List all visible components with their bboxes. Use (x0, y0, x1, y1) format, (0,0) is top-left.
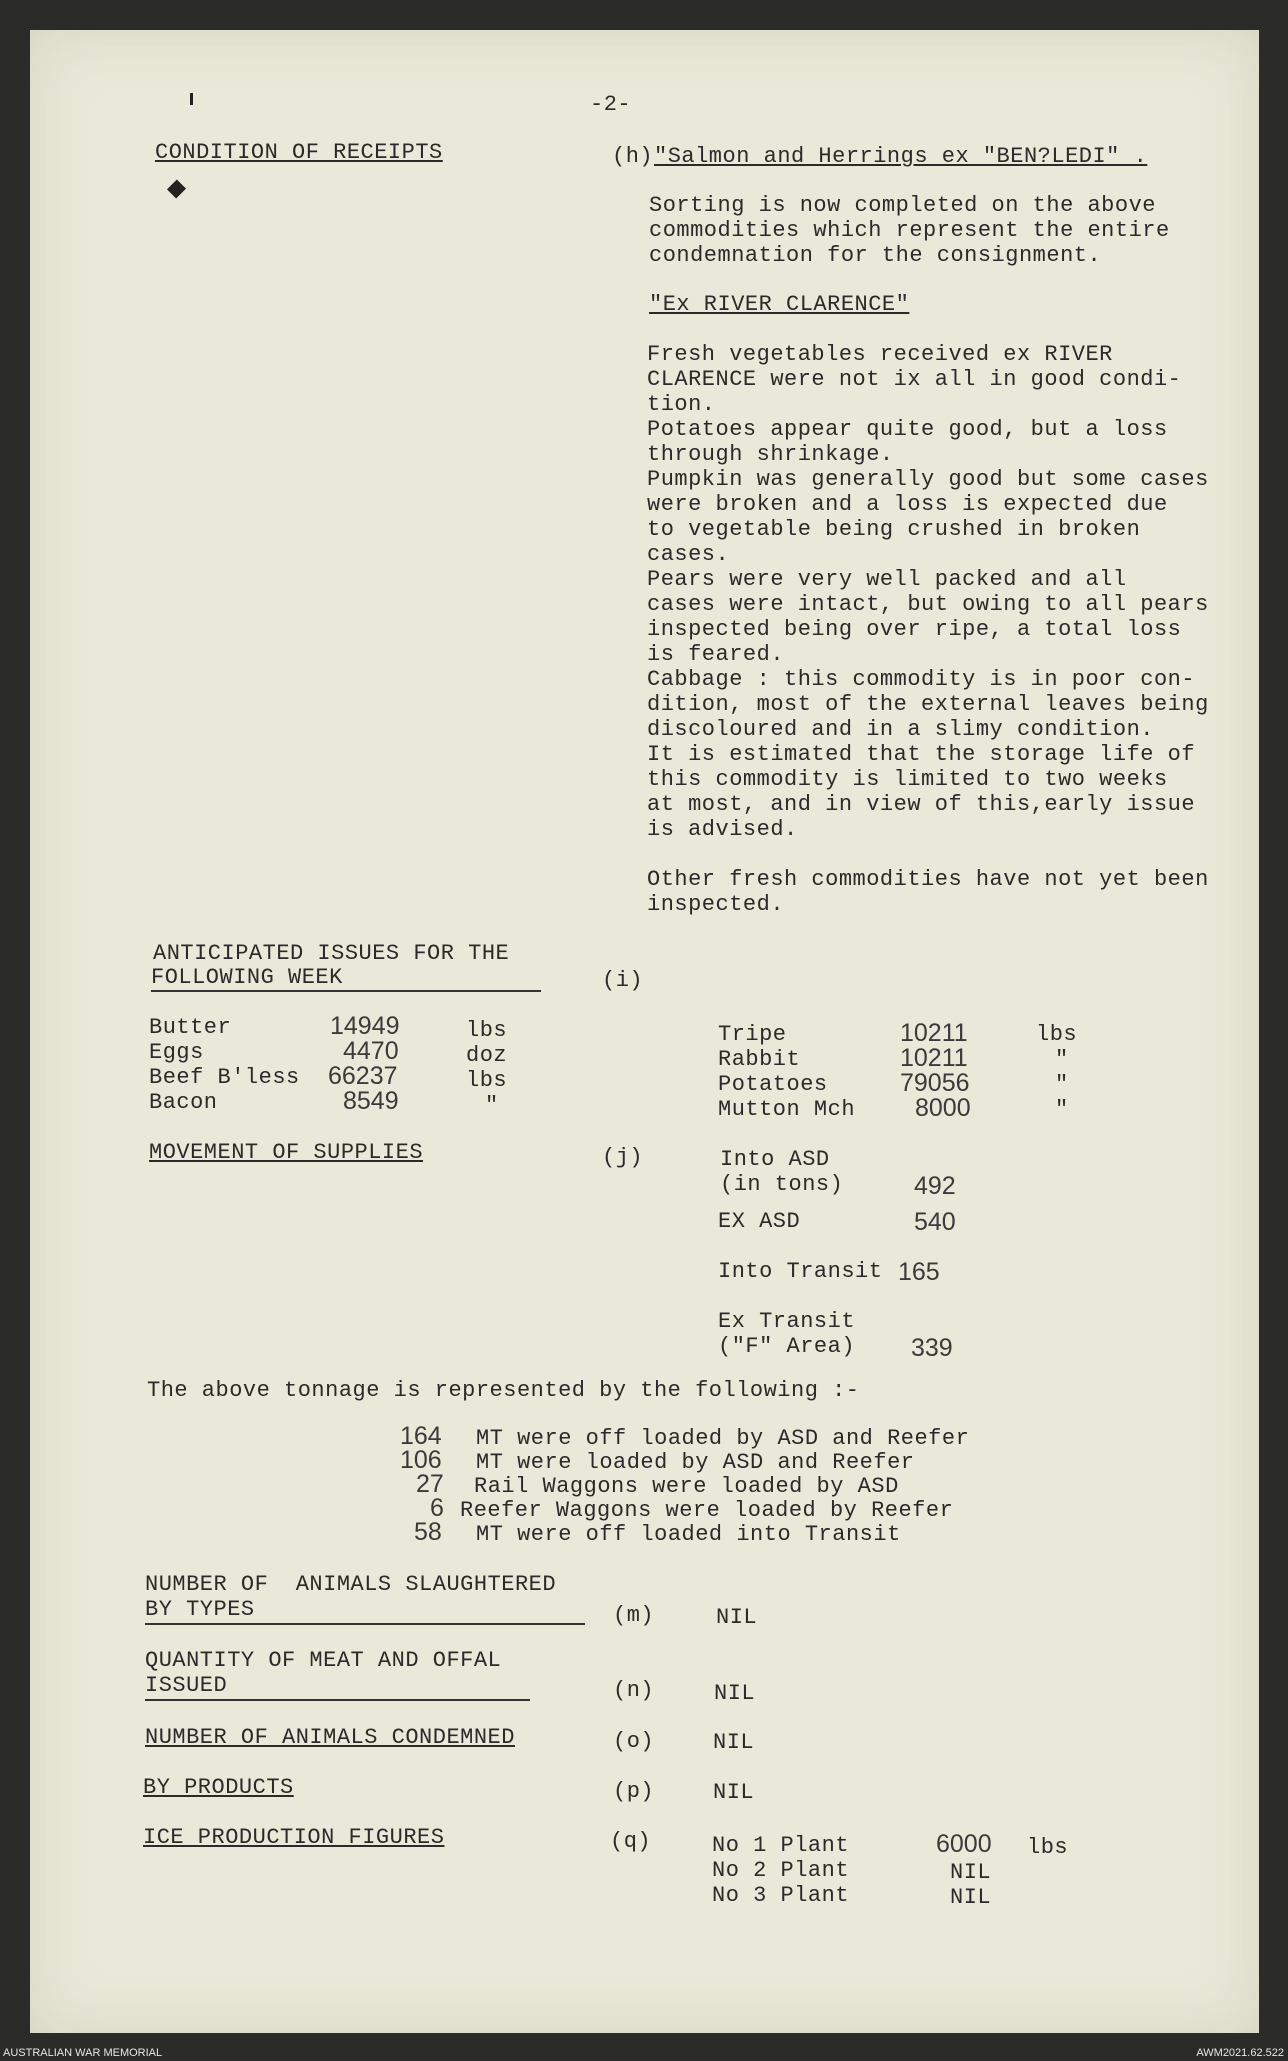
body-line: Cabbage : this commodity is in poor con- (647, 667, 1196, 692)
issue-item: Beef B'less (149, 1065, 300, 1090)
section-i-marker: (i) (602, 968, 644, 993)
into-asd-sub: (in tons) (720, 1172, 844, 1197)
body-line: through shrinkage. (647, 442, 894, 467)
issue-unit: " (1055, 1097, 1069, 1122)
tonnage-text: MT were off loaded into Transit (476, 1522, 901, 1547)
issue-item: Bacon (149, 1090, 218, 1115)
animals-slaughtered-heading-line2: BY TYPES (145, 1597, 255, 1622)
ice-plant-value: NIL (950, 1860, 992, 1885)
section-m-marker: (m) (613, 1603, 655, 1628)
section-o-marker: (o) (613, 1729, 655, 1754)
body-line: Pears were very well packed and all (647, 567, 1127, 592)
issue-unit: lbs (1036, 1022, 1078, 1047)
issue-item: Tripe (718, 1022, 787, 1047)
ice-plant-unit: lbs (1027, 1835, 1069, 1860)
issue-item: Eggs (149, 1040, 204, 1065)
into-asd-value: 492 (914, 1172, 956, 1200)
issue-unit: " (485, 1093, 499, 1118)
into-asd-label: Into ASD (720, 1147, 830, 1172)
sorting-line: condemnation for the consignment. (649, 243, 1102, 268)
issue-qty: 14949 (330, 1012, 400, 1040)
into-transit-label: Into Transit (718, 1259, 883, 1284)
body-line: tion. (647, 392, 716, 417)
issue-qty: 8549 (343, 1087, 399, 1115)
tonnage-num: 6 (430, 1494, 444, 1522)
animals-condemned-heading: NUMBER OF ANIMALS CONDEMNED (145, 1725, 515, 1750)
ex-asd-label: EX ASD (718, 1209, 801, 1234)
sorting-line: commodities which represent the entire (649, 218, 1170, 243)
ice-plant-value: NIL (950, 1885, 992, 1910)
issue-qty: 66237 (328, 1062, 398, 1090)
by-products-value: NIL (713, 1780, 755, 1805)
ice-plant-name: No 3 Plant (712, 1883, 850, 1908)
by-products-heading: BY PRODUCTS (143, 1775, 294, 1800)
section-j-marker: (j) (602, 1145, 644, 1170)
body-line: cases were intact, but owing to all pears (647, 592, 1209, 617)
issue-qty: 4470 (343, 1037, 399, 1065)
tonnage-num: 27 (416, 1470, 444, 1498)
ice-plant-name: No 2 Plant (712, 1858, 850, 1883)
anticipated-issues-heading-line1: ANTICIPATED ISSUES FOR THE (153, 941, 510, 966)
issue-item: Rabbit (718, 1047, 801, 1072)
animals-slaughtered-value: NIL (716, 1605, 758, 1630)
ex-transit-label: Ex Transit (718, 1309, 856, 1334)
ink-speck (190, 93, 193, 105)
meat-offal-heading-line2: ISSUED (145, 1673, 228, 1698)
tonnage-text: MT were off loaded by ASD and Reefer (476, 1426, 970, 1451)
body-line: at most, and in view of this,early issue (647, 792, 1196, 817)
section-q-marker: (q) (610, 1829, 652, 1854)
ex-transit-sub: ("F" Area) (718, 1334, 856, 1359)
meat-offal-value: NIL (714, 1681, 756, 1706)
tonnage-text: Reefer Waggons were loaded by Reefer (460, 1498, 954, 1523)
issue-unit: lbs (466, 1068, 508, 1093)
tonnage-num: 164 (400, 1422, 442, 1450)
river-clarence-heading: "Ex RIVER CLARENCE" (649, 292, 910, 317)
issue-unit: " (1055, 1047, 1069, 1072)
body-line: to vegetable being crushed in broken (647, 517, 1141, 542)
body-line: CLARENCE were not ix all in good condi- (647, 367, 1182, 392)
issue-unit: lbs (466, 1018, 508, 1043)
body-line: Potatoes appear quite good, but a loss (647, 417, 1168, 442)
body-line: inspected being over ripe, a total loss (647, 617, 1182, 642)
body-line: It is estimated that the storage life of (647, 742, 1196, 767)
issue-item: Mutton Mch (718, 1097, 856, 1122)
issue-qty: 10211 (900, 1019, 968, 1047)
tonnage-num: 106 (400, 1446, 442, 1474)
ice-plant-value: 6000 (936, 1830, 992, 1858)
tonnage-num: 58 (414, 1518, 442, 1546)
section-h-marker: (h) (612, 144, 654, 169)
issue-qty: 10211 (900, 1044, 968, 1072)
body-line: were broken and a loss is expected due (647, 492, 1168, 517)
body-line: Pumpkin was generally good but some cases (647, 467, 1209, 492)
sorting-line: Sorting is now completed on the above (649, 193, 1156, 218)
heading-rule (145, 1699, 530, 1701)
salmon-herrings-title: "Salmon and Herrings ex "BEN?LEDI" . (654, 144, 1148, 169)
anticipated-issues-heading-line2: FOLLOWING WEEK (151, 965, 343, 990)
ex-asd-value: 540 (914, 1208, 956, 1236)
section-n-marker: (n) (613, 1678, 655, 1703)
issue-item: Potatoes (718, 1072, 828, 1097)
body-line: Fresh vegetables received ex RIVER (647, 342, 1113, 367)
issue-qty: 79056 (900, 1069, 970, 1097)
issue-qty: 8000 (915, 1094, 971, 1122)
body-line: this commodity is limited to two weeks (647, 767, 1168, 792)
ice-plant-name: No 1 Plant (712, 1833, 850, 1858)
document-page (30, 30, 1259, 2033)
ex-transit-value: 339 (911, 1334, 953, 1362)
page-number: -2- (590, 92, 632, 117)
condition-of-receipts-heading: CONDITION OF RECEIPTS (155, 140, 443, 165)
body-line: discoloured and in a slimy condition. (647, 717, 1154, 742)
movement-of-supplies-heading: MOVEMENT OF SUPPLIES (149, 1140, 424, 1165)
animals-slaughtered-heading-line1: NUMBER OF ANIMALS SLAUGHTERED (145, 1572, 557, 1597)
into-transit-value: 165 (898, 1258, 940, 1286)
ice-production-heading: ICE PRODUCTION FIGURES (143, 1825, 445, 1850)
body-line: cases. (647, 542, 730, 567)
body-line: is feared. (647, 642, 785, 667)
meat-offal-heading-line1: QUANTITY OF MEAT AND OFFAL (145, 1648, 502, 1673)
issue-item: Butter (149, 1015, 232, 1040)
heading-rule (145, 1623, 585, 1625)
issue-unit: doz (466, 1043, 508, 1068)
ink-blot (167, 179, 186, 198)
other-commodities-line: Other fresh commodities have not yet been (647, 867, 1209, 892)
section-p-marker: (p) (613, 1779, 655, 1804)
footer-reference: AWM2021.62.522 (1196, 2047, 1284, 2059)
tonnage-text: MT were loaded by ASD and Reefer (476, 1450, 915, 1475)
tonnage-text: Rail Waggons were loaded by ASD (474, 1474, 899, 1499)
tonnage-intro: The above tonnage is represented by the following :- (147, 1378, 860, 1403)
body-line: is advised. (647, 817, 798, 842)
other-commodities-line: inspected. (647, 892, 785, 917)
animals-condemned-value: NIL (713, 1730, 755, 1755)
footer-archive-label: AUSTRALIAN WAR MEMORIAL (3, 2047, 163, 2059)
issue-unit: " (1055, 1072, 1069, 1097)
body-line: dition, most of the external leaves being (647, 692, 1209, 717)
heading-rule (151, 990, 541, 992)
